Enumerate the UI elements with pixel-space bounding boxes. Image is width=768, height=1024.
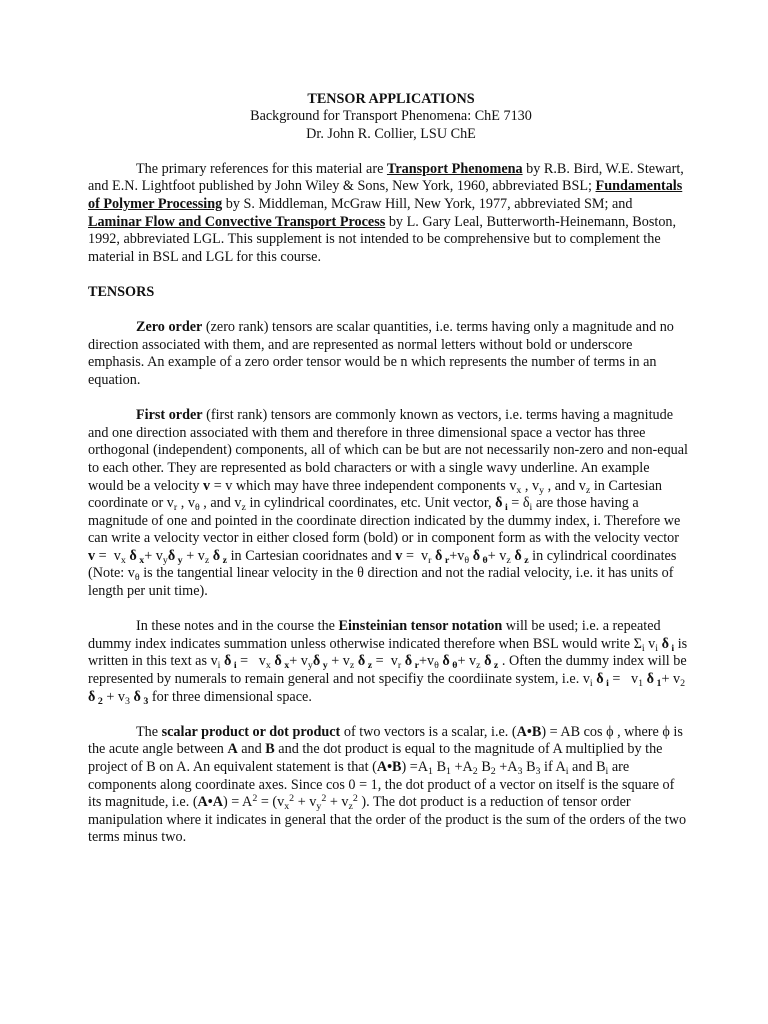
title-block <box>94 91 688 143</box>
term: Einsteinian tensor notation <box>338 618 503 635</box>
document-title: TENSOR APPLICATIONS <box>307 91 475 107</box>
first-order-paragraph: First order (first rank) tensors are commonly known as vectors, i.e. terms having a magnitude and one direction associated with them and therefore in three dimensional space a vector has three orthogonal (independent) components, all of which can be but are not necessarily non-zero and non-equal to each other. They are represented as bold characters or with a single wavy underline. An example would be a velocity v = v which may have three independent components $v_x$ , $v_y$ , and $v_z$ in Cartesian coordinate or $v_r$ , $v_\theta$ , and $v_z$ in cylindrical coordinates, etc. Unit vector, δ $_i = \delta_i$ are those having a magnitude of one and pointed in the coordinate direction indicated by the dummy index, i. Therefore we can write a velocity vector in either closed form (bold) or in component form as with the velocity vector $v = v_x$ δ $_x+ v_y\delta$ $_y + v_z$ δ $_z$ in Cartesian cooridnates and $v = v_r$ δ $_r+v_\theta$ δ $_\theta+ v_z$ δ $_z$ in cylindrical coordinates (Note: $v_\theta$ is the tangential linear velocity in the θ direction and not the radial velocity, i.e. it has units of length per unit time). <box>88 407 689 600</box>
document-subtitle: Background for Transport Phenomena: ChE 7130 <box>250 108 532 125</box>
term: First order <box>136 407 203 424</box>
term: Zero order <box>136 319 203 336</box>
term: scalar product or dot product <box>161 723 341 740</box>
section-heading: TENSORS <box>88 283 155 300</box>
dot-product-paragraph: The scalar product or dot product of two vectors is a scalar, i.e. (A•B) = AB cos ϕ , where ϕ is the acute angle between A and B and the dot product is equal to the magnitude of A multiplied by the project of B on A. An equivalent statement is that (A•B) $=A_1$ $B_1 +A_2$ $B_2 +A_3$ $B_3$ if $A_i$ and $B_i$ are components along coordinate axes. Since cos 0 = 1, the dot product of a vector on itself is the square of its magnitude, i.e. (A•A) = $A^2 = (v_x^2 + v_y^2 + v_z^2$ ). The dot product is a reduction of tensor order manipulation where it indicates in general that the order of the product is the sum of the orders of the two terms minus two. <box>88 723 687 846</box>
einstein-notation-paragraph: In these notes and in the course the Einsteinian tensor notation will be used; i.e. a repeated dummy index indicates summation unless otherwise indicated therefore when BSL would write $\Sigma_i$ $v_i$ δ $_i$ is written in this text as $v_i$ δ $_i = v_x$ δ $_x+ v_y\delta$ $_y + v_z$ δ $_z = v_r$ δ $_r+v_\theta$ δ $_\theta+ v_z$ δ $_z$ . Often the dummy index will be represented by numerals to remain general and not specifiy the coordiinate system, i.e. $v_i$ δ $_i = v_1$ δ $_1+ v_2$ δ $_2 + v_3$ δ $_3$ for three dimensional space. <box>88 618 688 707</box>
intro-paragraph: The primary references for this material are Transport Phenomena by R.B. Bird, W.E. Stewart, and E.N. Lightfoot published by John Wiley & Sons, New York, 1960, abbreviated BSL; Fundamentals of Polymer Processing by S. Middleman, McGraw Hill, New York, 1977, abbreviated SM; and Laminar Flow and Convective Transport Process by L. Gary Leal, Butterworth-Heinemann, Boston, 1992, abbreviated LGL. This supplement is not intended to be comprehensive but to complement the material in BSL and LGL for this course. <box>88 160 684 265</box>
document-author: Dr. John R. Collier, LSU ChE <box>306 125 476 142</box>
reference-title: Laminar Flow and Convective Transport Process <box>88 213 386 230</box>
reference-title: Fundamentals of Polymer Processing <box>88 178 683 212</box>
zero-order-paragraph: Zero order (zero rank) tensors are scalar quantities, i.e. terms having only a magnitude and no direction associated with them, and are represented as normal letters without bold or underscore emphasis. An example of a zero order tensor would be n which represents the number of terms in an equation. <box>88 319 674 388</box>
reference-title: Transport Phenomena <box>386 160 523 177</box>
